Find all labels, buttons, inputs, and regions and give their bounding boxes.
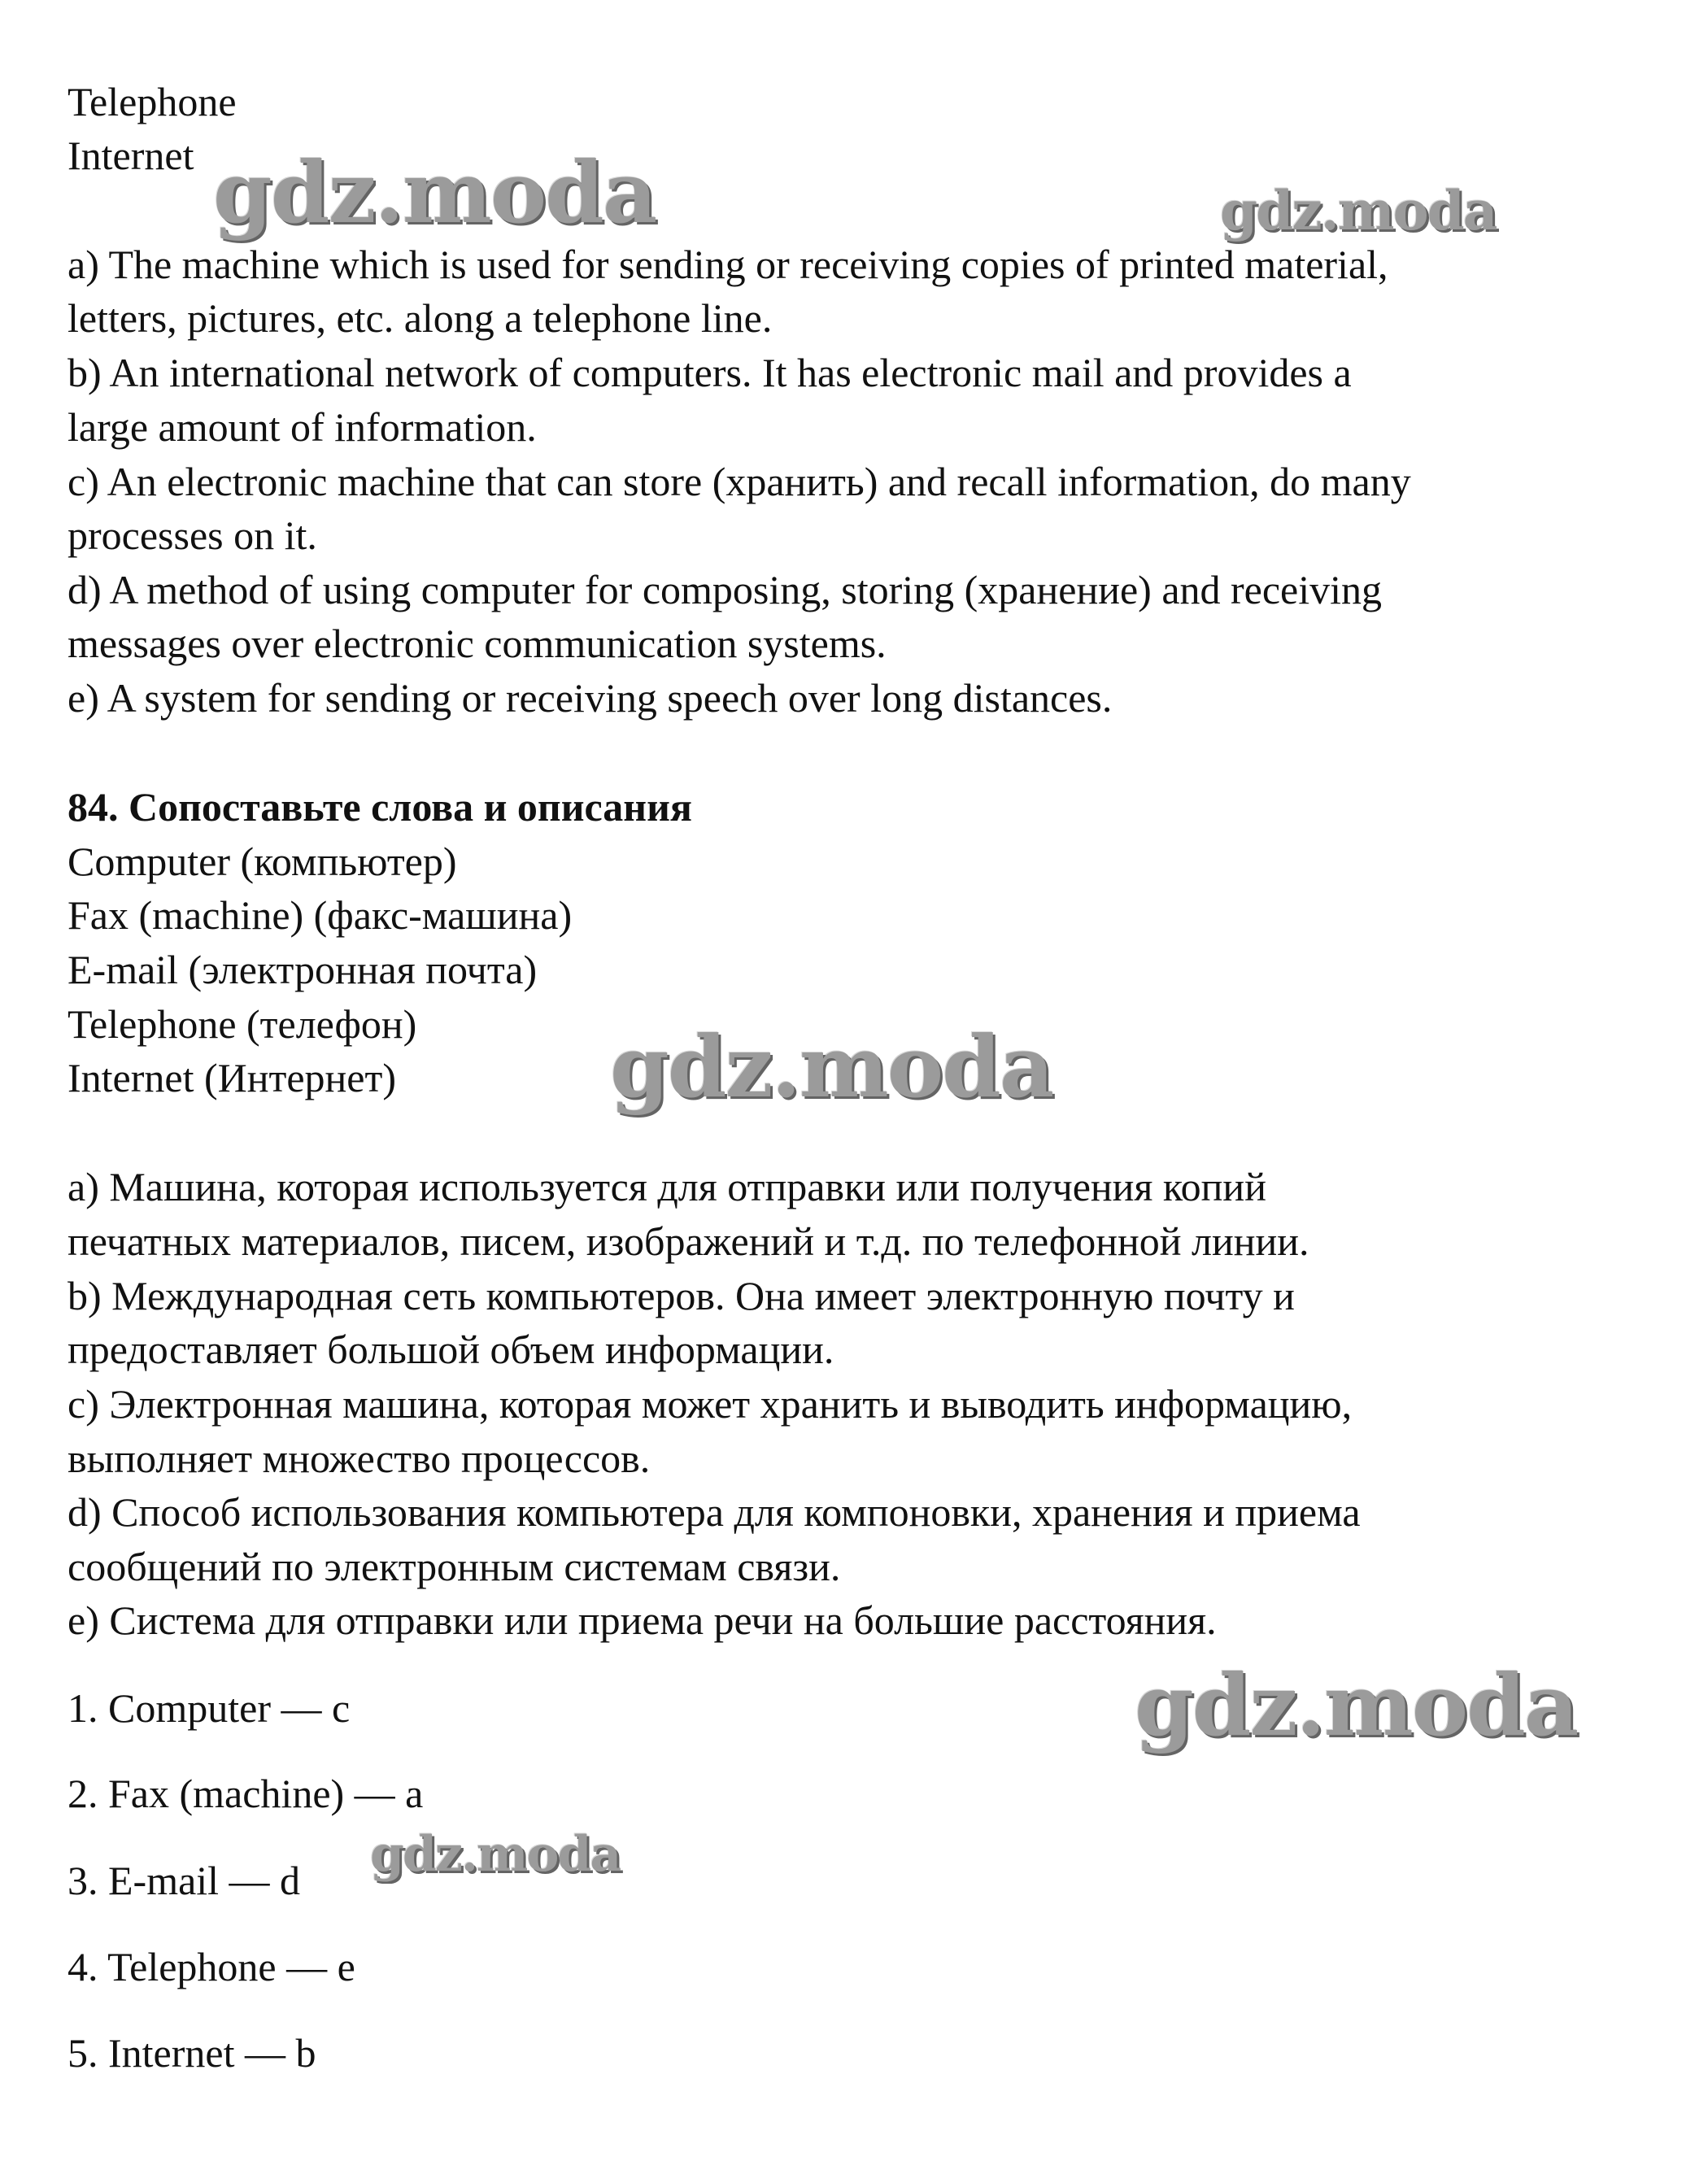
definition-line: large amount of information. — [68, 404, 537, 450]
answer-item: 3. E-mail — d — [68, 1858, 301, 1903]
answer-item: 1. Computer — c — [68, 1685, 351, 1731]
word-item: Internet — [68, 133, 194, 178]
definition-line: выполняет множество процессов. — [68, 1436, 651, 1481]
word-item: Internet (Интернет) — [68, 1055, 396, 1100]
definition-line: letters, pictures, etc. along a telephone line. — [68, 295, 773, 341]
watermark-logo: gdz.moda — [370, 1826, 621, 1883]
definition-line: a) Машина, которая используется для отправки или получения копий — [68, 1164, 1266, 1209]
watermark-logo: gdz.moda — [1220, 179, 1497, 242]
definition-line: a) The machine which is used for sending or receiving copies of printed material, — [68, 242, 1388, 287]
answer-item: 4. Telephone — e — [68, 1944, 355, 1989]
definition-line: предоставляет большой объем информации. — [68, 1327, 834, 1372]
answer-item: 2. Fax (machine) — a — [68, 1771, 424, 1816]
watermark-logo: gdz.moda — [213, 142, 656, 242]
word-item: Computer (компьютер) — [68, 839, 457, 884]
word-item: E-mail (электронная почта) — [68, 947, 538, 992]
word-item: Fax (machine) (факс-машина) — [68, 892, 573, 938]
definition-line: b) An international network of computers. It has electronic mail and provides a — [68, 350, 1352, 395]
definition-line: d) Способ использования компьютера для компоновки, хранения и приема — [68, 1489, 1361, 1535]
answer-item: 5. Internet — b — [68, 2030, 316, 2076]
definition-line: сообщений по электронным системам связи. — [68, 1544, 841, 1589]
definition-line: c) An electronic machine that can store (хранить) and recall information, do many — [68, 459, 1411, 504]
definition-line: печатных материалов, писем, изображений и т.д. по телефонной линии. — [68, 1218, 1309, 1264]
word-item: Telephone (телефон) — [68, 1001, 417, 1047]
definition-line: messages over electronic communication systems. — [68, 621, 887, 666]
watermark-logo: gdz.moda — [610, 1017, 1053, 1117]
section-heading: 84. Сопоставьте слова и описания — [68, 784, 692, 830]
definition-line: e) Система для отправки или приема речи на большие расстояния. — [68, 1597, 1217, 1643]
definition-line: e) A system for sending or receiving speech over long distances. — [68, 675, 1113, 721]
definition-line: b) Международная сеть компьютеров. Она имеет электронную почту и — [68, 1273, 1295, 1318]
definition-line: processes on it. — [68, 512, 317, 558]
definition-line: d) A method of using computer for composing, storing (хранение) and receiving — [68, 567, 1383, 612]
definition-line: c) Электронная машина, которая может хранить и выводить информацию, — [68, 1381, 1353, 1427]
word-item: Telephone — [68, 79, 237, 124]
watermark-logo: gdz.moda — [1135, 1655, 1578, 1755]
